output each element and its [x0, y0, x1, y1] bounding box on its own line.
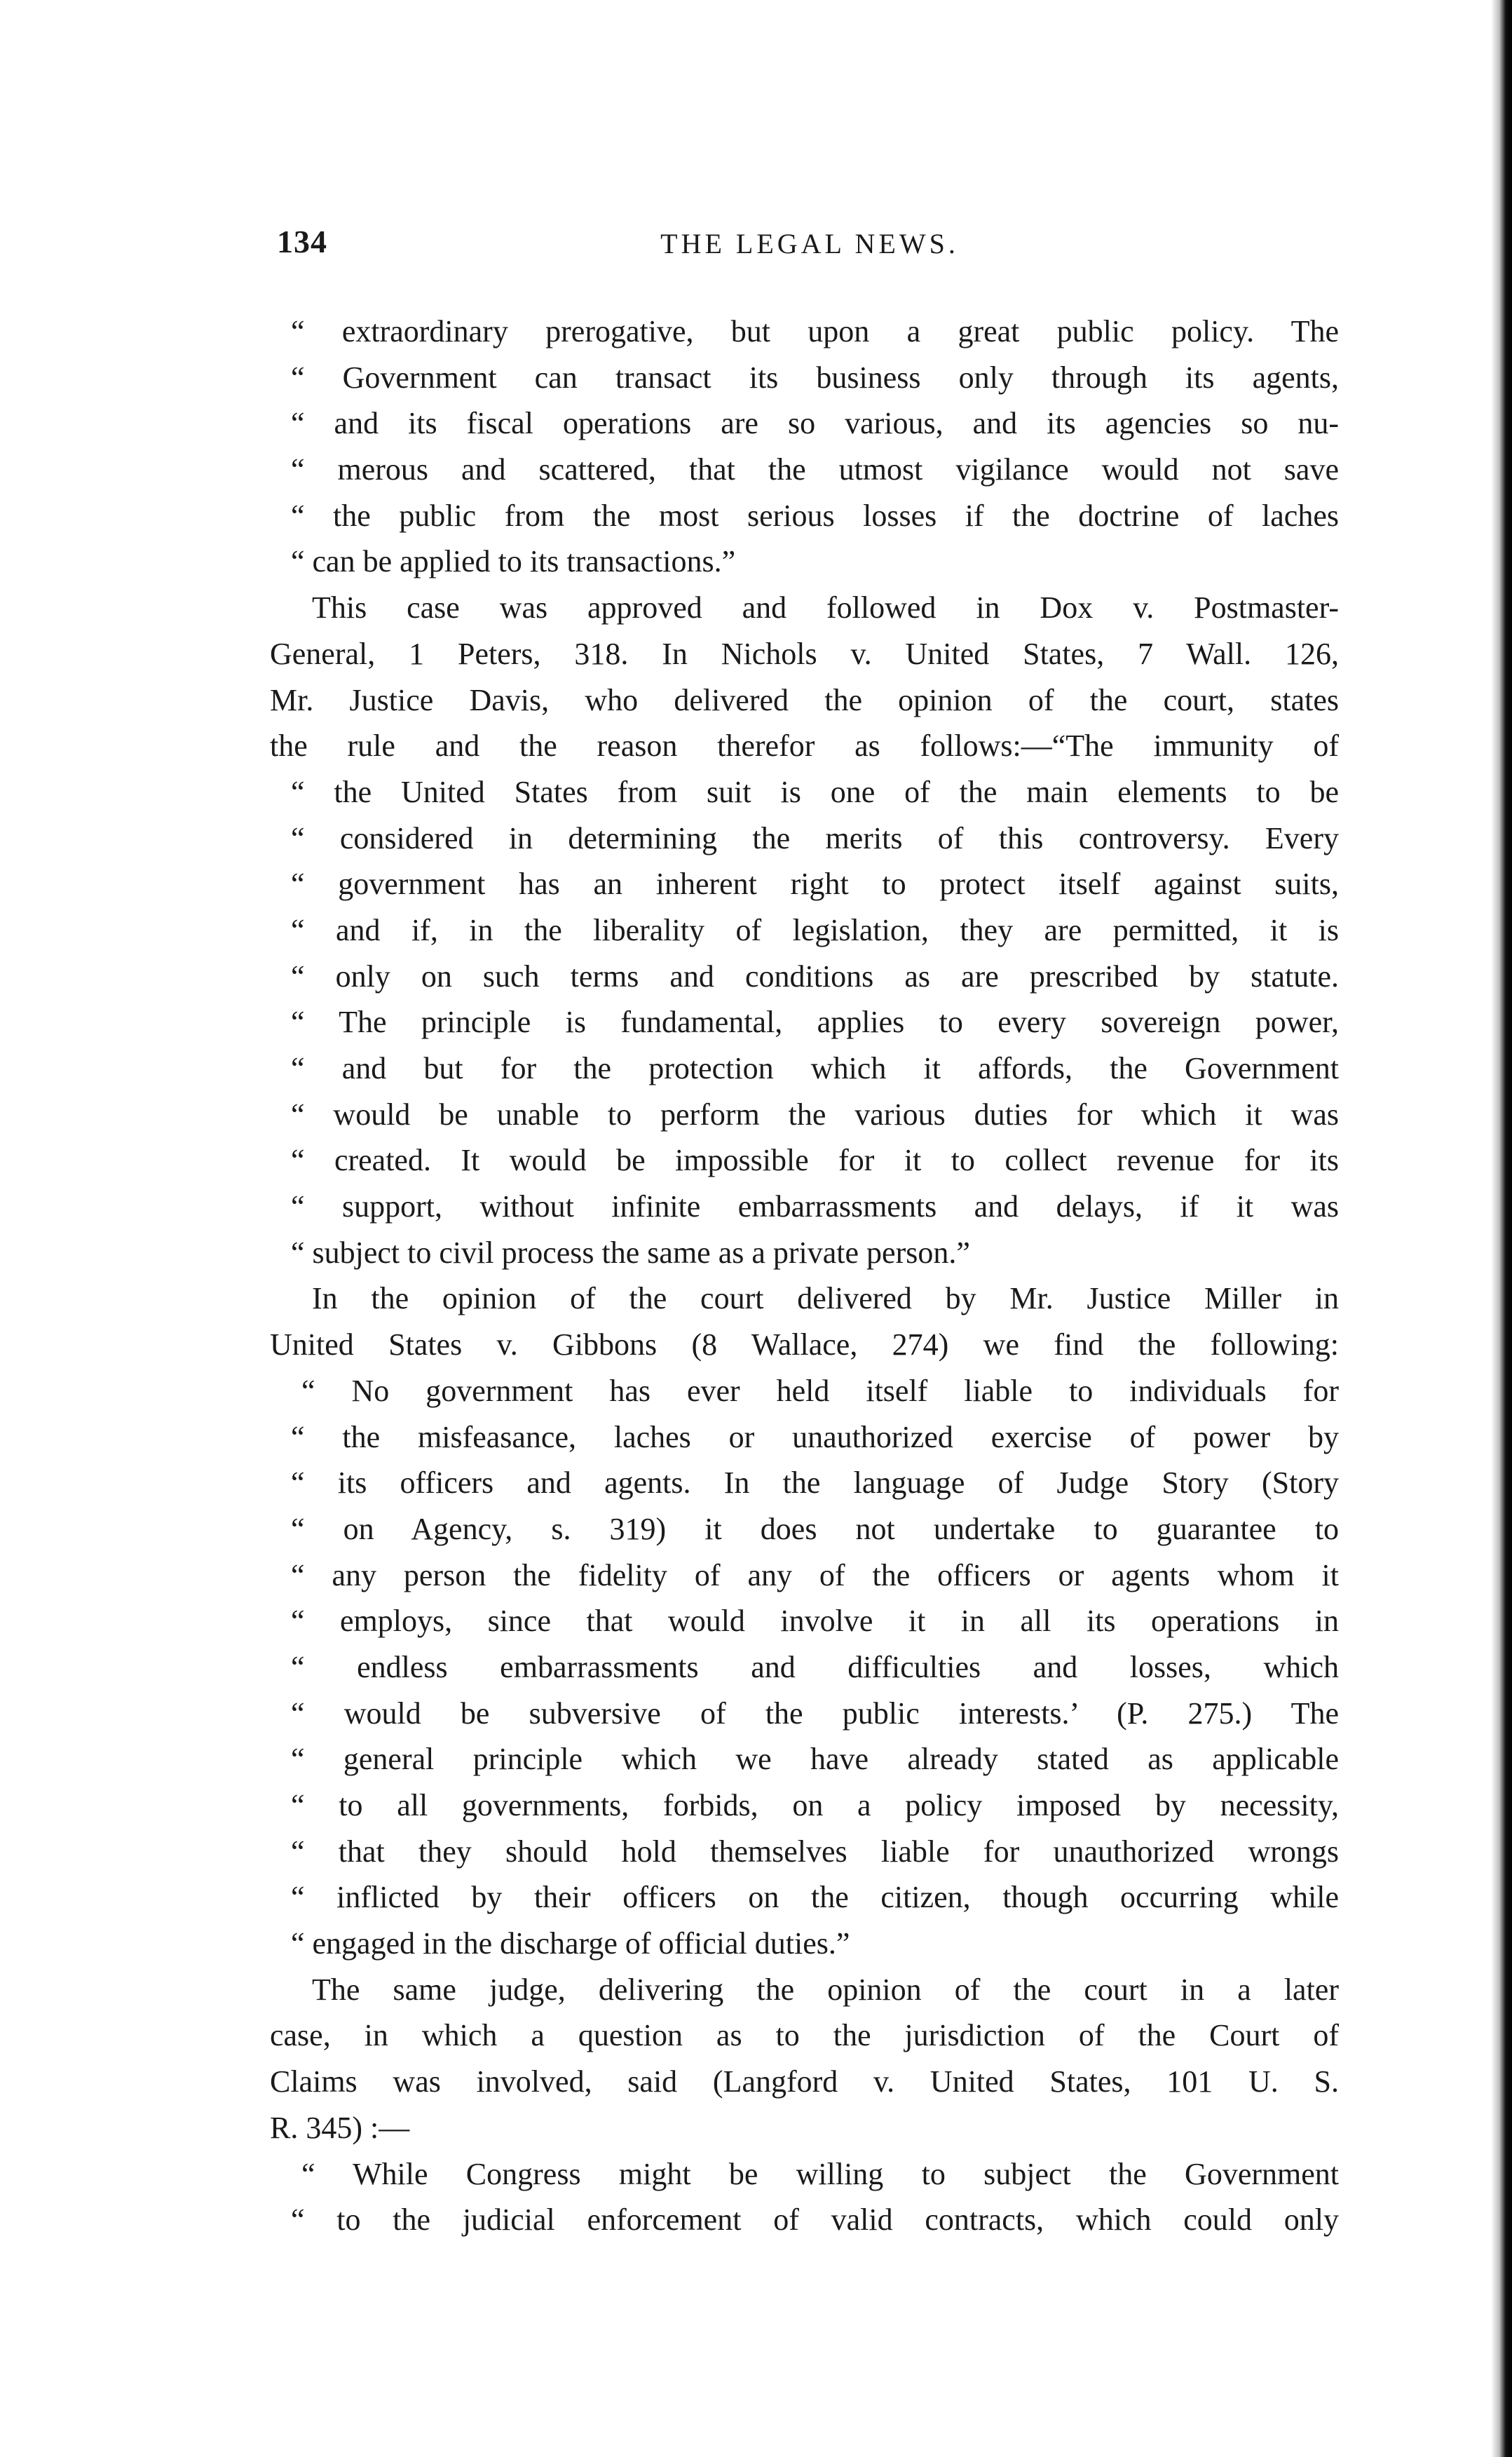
text-line: “ subject to civil process the same as a private person.”: [291, 1235, 970, 1270]
text-line: “ government has an inherent right to protect itself against suits,: [291, 867, 1339, 902]
text-line: “ any person the fidelity of any of the officers or agents whom it: [291, 1557, 1339, 1592]
text-line: “ Government can transact its business only through its agents,: [291, 360, 1339, 395]
text-line: “ to the judicial enforcement of valid contracts, which could only: [291, 2202, 1339, 2238]
text-line: “ considered in determining the merits of this controversy. Every: [291, 820, 1339, 855]
body-text: [270, 309, 1339, 2243]
text-line: “ merous and scattered, that the utmost vigilance would not save: [291, 452, 1339, 487]
text-line: “ to all governments, forbids, on a policy imposed by necessity,: [291, 1788, 1339, 1822]
text-line: “ its officers and agents. In the language of Judge Story (Story: [291, 1466, 1339, 1501]
text-line: Claims was involved, said (Langford v. United States, 101 U. S.: [270, 2064, 1339, 2099]
text-line: “ and if, in the liberality of legislation, they are permitted, it is: [291, 912, 1339, 947]
text-line: “ only on such terms and conditions as are prescribed by statute.: [291, 959, 1339, 994]
text-line: “ No government has ever held itself liable to individuals for: [301, 1373, 1339, 1408]
text-line: In the opinion of the court delivered by Mr. Justice Miller in: [312, 1281, 1339, 1316]
text-line: “ engaged in the discharge of official duties.”: [291, 1926, 850, 1961]
text-line: “ the public from the most serious losses if the doctrine of laches: [291, 498, 1339, 533]
text-line: “ and its fiscal operations are so various, and its agencies so nu-: [291, 406, 1339, 441]
text-line: “ can be applied to its transactions.”: [291, 544, 736, 579]
text-line: Mr. Justice Davis, who delivered the opinion of the court, states: [270, 682, 1339, 717]
page-binding-edge: [1491, 0, 1512, 2457]
text-line: General, 1 Peters, 318. In Nichols v. United States, 7 Wall. 126,: [270, 636, 1339, 671]
text-line: case, in which a question as to the jurisdiction of the Court of: [270, 2018, 1339, 2053]
text-line: “ employs, since that would involve it in all its operations in: [291, 1604, 1339, 1639]
running-head: THE LEGAL NEWS.: [660, 228, 959, 259]
text-line: the rule and the reason therefor as follows:—“The immunity of: [270, 729, 1339, 764]
page-header: [277, 223, 1342, 265]
text-line: “ While Congress might be willing to subject the Government: [301, 2156, 1339, 2191]
text-line: “ inflicted by their officers on the citizen, though occurring while: [291, 1880, 1339, 1915]
text-line: “ would be unable to perform the various duties for which it was: [291, 1097, 1339, 1132]
text-line: “ extraordinary prerogative, but upon a great public policy. The: [291, 314, 1339, 348]
text-line: United States v. Gibbons (8 Wallace, 274) we find the following:: [270, 1327, 1339, 1362]
text-line: “ would be subversive of the public interests.’ (P. 275.) The: [291, 1695, 1339, 1731]
text-line: “ support, without infinite embarrassments and delays, if it was: [291, 1189, 1339, 1224]
text-line: “ on Agency, s. 319) it does not undertake to guarantee to: [291, 1511, 1339, 1546]
text-line: “ that they should hold themselves liable for unauthorized wrongs: [291, 1834, 1339, 1869]
text-line: “ created. It would be impossible for it to collect revenue for its: [291, 1143, 1339, 1178]
text-line: The same judge, delivering the opinion of the court in a later: [312, 1972, 1339, 2007]
text-line: “ the misfeasance, laches or unauthorized exercise of power by: [291, 1419, 1339, 1454]
text-line: “ and but for the protection which it affords, the Government: [291, 1051, 1339, 1085]
text-line: “ endless embarrassments and difficulties and losses, which: [291, 1649, 1339, 1684]
text-line: R. 345) :—: [270, 2110, 410, 2145]
page-number: 134: [277, 224, 327, 259]
text-line: “ the United States from suit is one of the main elements to be: [291, 774, 1339, 809]
text-line: This case was approved and followed in Dox v. Postmaster-: [312, 590, 1339, 625]
text-line: “ The principle is fundamental, applies to every sovereign power,: [291, 1005, 1339, 1040]
text-line: “ general principle which we have already stated as applicable: [291, 1742, 1339, 1777]
